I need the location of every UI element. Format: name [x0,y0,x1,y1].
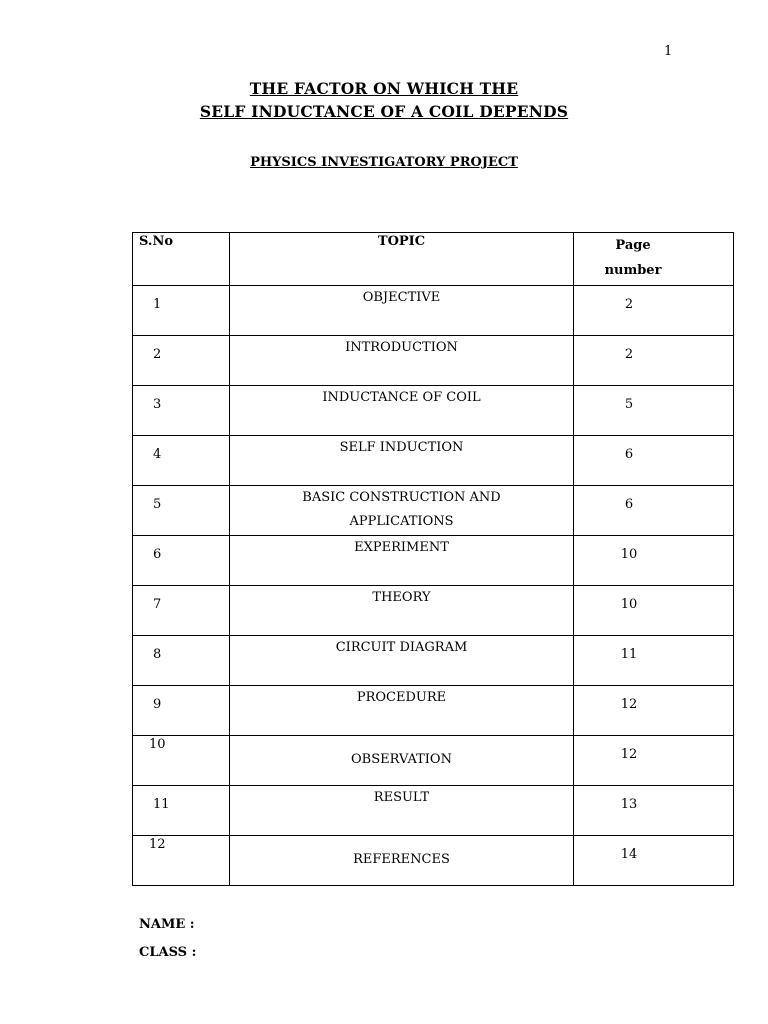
cell-topic [230,836,574,886]
row-sno: 1 [153,297,162,312]
cell-topic [230,436,574,486]
row-sno: 11 [153,797,170,812]
row-sno: 8 [153,647,162,662]
cell-sno [133,486,230,536]
row-page: 5 [624,397,634,412]
table-row [133,486,734,536]
row-topic: PROCEDURE [356,690,447,705]
cell-page [574,836,734,886]
name-label: NAME : [139,917,195,932]
cell-sno [133,286,230,336]
row-topic: EXPERIMENT [354,540,449,555]
document-title-line-2: SELF INDUCTANCE OF A COIL DEPENDS [199,102,569,121]
class-label: CLASS : [139,945,197,960]
cell-page [574,586,734,636]
row-topic-line-2: APPLICATIONS [349,514,454,529]
row-topic: SELF INDUCTION [339,440,464,455]
cell-sno [133,386,230,436]
row-topic: REFERENCES [353,852,450,867]
header-sno [133,233,230,286]
table-header-row [133,233,734,286]
row-topic-line-1: BASIC CONSTRUCTION AND [302,490,501,505]
cell-topic [230,586,574,636]
cell-sno [133,836,230,886]
row-topic: OBSERVATION [351,752,452,767]
table-row [133,836,734,886]
row-sno: 7 [153,597,162,612]
row-page: 12 [620,747,638,762]
row-page: 2 [624,297,634,312]
row-topic [230,486,573,534]
table-row [133,736,734,786]
row-sno: 6 [153,547,162,562]
page-number: 1 [664,44,673,59]
table-row [133,686,734,736]
cell-topic [230,386,574,436]
document-subtitle: PHYSICS INVESTIGATORY PROJECT [250,155,518,170]
cell-page [574,536,734,586]
cell-topic [230,536,574,586]
cell-topic [230,736,574,786]
row-topic: RESULT [373,790,430,805]
table-row [133,286,734,336]
row-sno: 3 [153,397,162,412]
cell-sno [133,336,230,386]
table-row [133,336,734,386]
cell-topic [230,486,574,536]
row-sno: 2 [153,347,162,362]
cell-topic [230,686,574,736]
cell-sno [133,536,230,586]
row-page: 10 [620,547,638,562]
cell-sno [133,736,230,786]
table-row [133,436,734,486]
cell-sno [133,686,230,736]
header-topic [230,233,574,286]
cell-page [574,636,734,686]
cell-page [574,786,734,836]
table-row [133,586,734,636]
row-page: 6 [624,447,634,462]
cell-page [574,336,734,386]
table-of-contents [132,232,734,886]
header-topic-label: TOPIC [377,234,426,249]
header-page-line-2: number [604,263,662,278]
table-row [133,786,734,836]
cell-page [574,436,734,486]
table-row [133,636,734,686]
header-page-number [574,233,734,286]
cell-sno [133,586,230,636]
header-page-label [598,233,668,283]
cell-page [574,286,734,336]
header-sno-label: S.No [139,234,174,249]
header-page-line-1: Page [615,238,651,253]
row-sno: 4 [153,447,162,462]
cell-page [574,486,734,536]
cell-topic [230,336,574,386]
cell-topic [230,636,574,686]
cell-topic [230,286,574,336]
row-topic: CIRCUIT DIAGRAM [335,640,468,655]
row-page: 10 [620,597,638,612]
row-page: 14 [620,847,638,862]
cell-page [574,736,734,786]
cell-sno [133,786,230,836]
cell-sno [133,436,230,486]
row-sno: 9 [153,697,162,712]
cell-topic [230,786,574,836]
cell-sno [133,636,230,686]
row-sno: 12 [149,837,166,852]
row-page: 12 [620,697,638,712]
table-row [133,386,734,436]
document-title-line-1: THE FACTOR ON WHICH THE [249,79,519,98]
row-topic: INDUCTANCE OF COIL [322,390,481,405]
row-sno: 5 [153,497,162,512]
row-page: 2 [624,347,634,362]
cell-page [574,386,734,436]
row-sno: 10 [149,737,166,752]
row-topic: OBJECTIVE [362,290,441,305]
row-page: 11 [620,647,638,662]
row-page: 13 [620,797,638,812]
table-row [133,536,734,586]
row-topic: THEORY [372,590,431,605]
cell-page [574,686,734,736]
row-page: 6 [624,497,634,512]
row-topic: INTRODUCTION [345,340,458,355]
